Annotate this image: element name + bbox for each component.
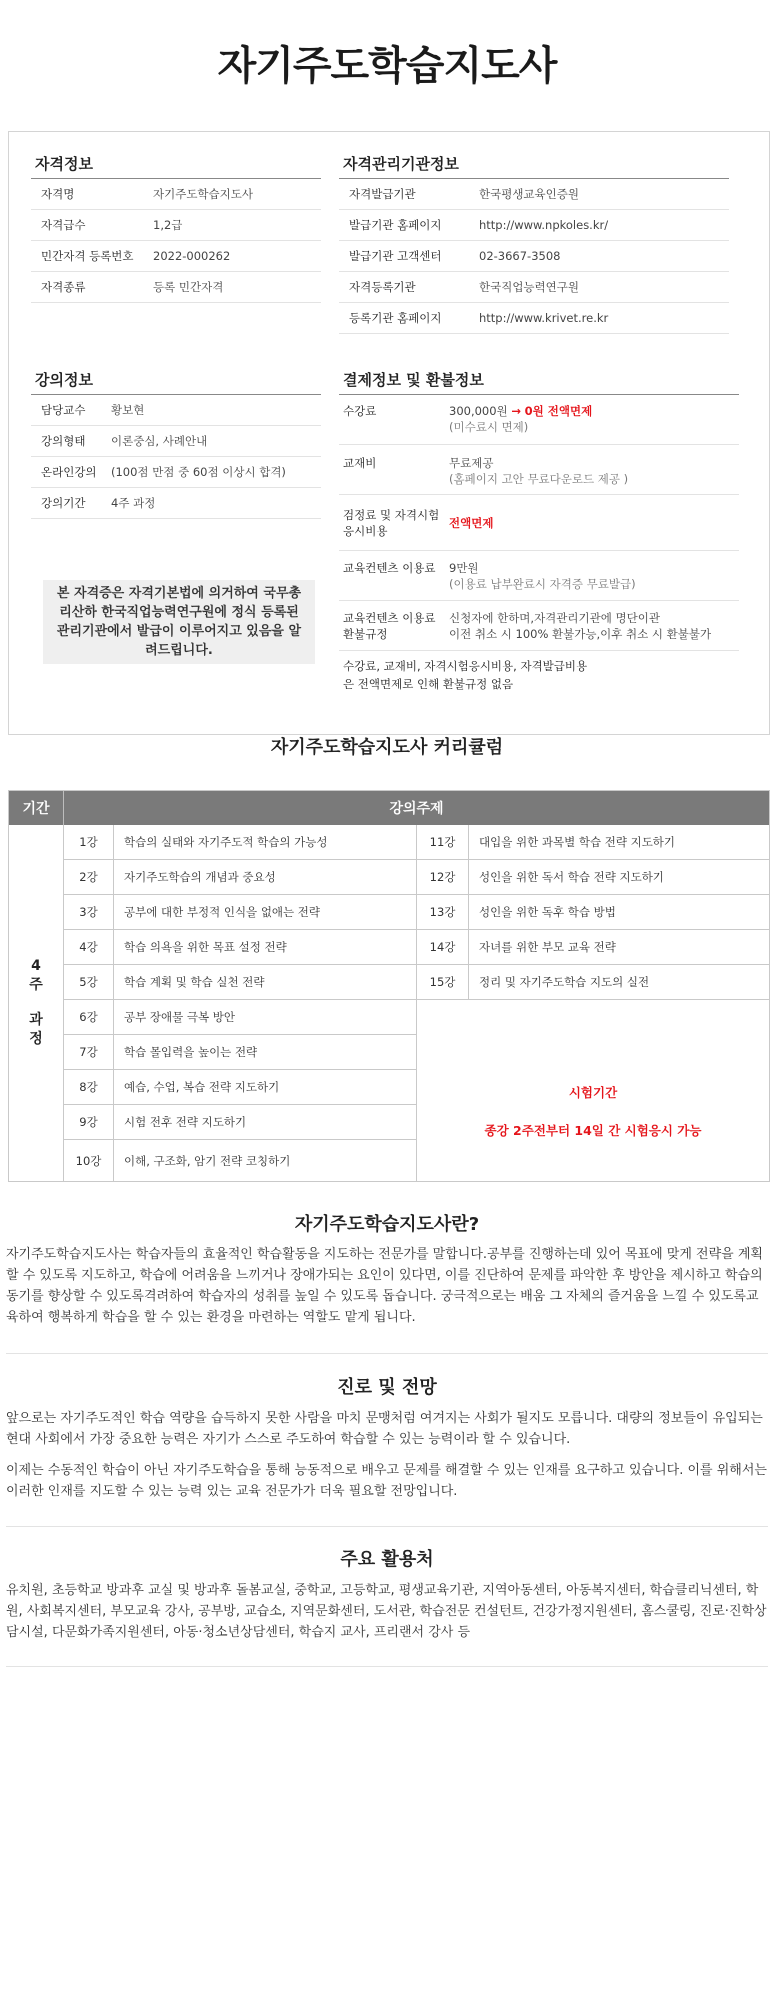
kv-value: 한국평생교육인증원 — [479, 187, 579, 201]
curriculum-table — [8, 790, 770, 1182]
page-title: 자기주도학습지도사 — [217, 43, 557, 89]
about-title: 자기주도학습지도사란? — [294, 1214, 480, 1235]
info-box — [8, 131, 770, 735]
kv-value: 02-3667-3508 — [479, 249, 561, 263]
lecture-num: 15강 — [417, 965, 469, 1000]
material-sub: (홈페이지 고안 무료다운로드 제공 ) — [449, 472, 629, 486]
kv-key: 발급기관 고객센터 — [349, 249, 442, 263]
payment-heading: 결제정보 및 환불정보 — [339, 365, 739, 395]
tuition-key: 수강료 — [343, 404, 377, 418]
lecture-num: 12강 — [417, 860, 469, 895]
agency-block — [339, 149, 729, 334]
exam-title: 시험기간 — [568, 1085, 618, 1100]
kv-key: 강의기간 — [41, 496, 86, 510]
lecture-num: 11강 — [417, 825, 469, 860]
refund-val-2: 이전 취소 시 100% 환불가능,이후 취소 시 환불불가 — [449, 627, 712, 641]
career-title: 진로 및 전망 — [337, 1377, 437, 1398]
lecture-num: 14강 — [417, 930, 469, 965]
kv-value: 자기주도학습지도사 — [153, 187, 253, 201]
lecture-topic: 성인을 위한 독서 학습 전략 지도하기 — [469, 860, 769, 895]
lecture-topic: 성인을 위한 독후 학습 방법 — [469, 895, 769, 930]
material-val: 무료제공 — [449, 456, 494, 470]
tuition-row — [339, 395, 739, 445]
lecture-num: 5강 — [64, 965, 114, 1000]
exam-fee-key: 검정료 및 자격시험 응시비용 — [343, 507, 440, 538]
header-topic: 강의주제 — [64, 791, 769, 825]
kv-key: 발급기관 홈페이지 — [349, 218, 442, 232]
kv-value: 한국직업능력연구원 — [479, 280, 579, 294]
exam-desc: 종강 2주전부터 14일 간 시험응시 가능 — [484, 1123, 702, 1138]
notice-box: 본 자격증은 자격기본법에 의거하여 국무총리산하 한국직업능력연구원에 정식 등록된 관리기관에서 발급이 이루어지고 있음을 알려드립니다. — [43, 580, 315, 664]
lecture-num: 13강 — [417, 895, 469, 930]
lecture-num: 10강 — [64, 1140, 114, 1181]
agency-heading: 자격관리기관정보 — [339, 149, 729, 179]
kv-value: 등록 민간자격 — [153, 280, 224, 294]
lecture-num: 7강 — [64, 1035, 114, 1070]
lecture-topic: 시험 전후 전략 지도하기 — [114, 1105, 417, 1140]
qualification-row — [31, 210, 321, 241]
kv-key: 자격종류 — [41, 280, 86, 294]
kv-key: 온라인강의 — [41, 465, 97, 479]
lecture-num: 4강 — [64, 930, 114, 965]
refund-key: 교육컨텐츠 이용료 환불규정 — [343, 611, 436, 641]
exam-fee-row — [339, 495, 739, 551]
kv-key: 자격발급기관 — [349, 187, 416, 201]
lecture-num: 1강 — [64, 825, 114, 860]
lecture-topic: 정리 및 자기주도학습 지도의 실전 — [469, 965, 769, 1000]
lecture-row — [31, 488, 321, 519]
period-line: 과 — [29, 1012, 43, 1028]
divider — [6, 1353, 768, 1354]
qualification-row — [31, 272, 321, 303]
period-cell — [9, 825, 64, 1181]
refund-val-1: 신청자에 한하며,자격관리기관에 명단이관 — [449, 611, 660, 625]
agency-row — [339, 303, 729, 334]
lecture-topic: 자녀를 위한 부모 교육 전략 — [469, 930, 769, 965]
lecture-num: 8강 — [64, 1070, 114, 1105]
kv-key: 민간자격 등록번호 — [41, 249, 134, 263]
kv-key: 자격급수 — [41, 218, 86, 232]
tuition-sub: (미수료시 면제) — [449, 420, 529, 434]
usage-text: 유치원, 초등학교 방과후 교실 및 방과후 돌봄교실, 중학교, 고등학교, 평생교육기관, 지역아동센터, 아동복지센터, 학습클리닉센터, 학원, 사회복지센터, 부모교육 강사, 공부방, 교습소, 지역문화센터, 도서관, 학습전문 컨설턴트, 건강가정지원센터, 홈스쿨링, 진로·진학상담시설, 다문화가족지원센터, 아동·청소년상담센터, 학습지 교사, 프리랜서 강사 등 — [6, 1583, 767, 1640]
curriculum-title: 자기주도학습지도사 커리큘럼 — [270, 737, 504, 758]
registry-link[interactable]: http://www.krivet.re.kr — [479, 311, 609, 325]
qualification-block — [31, 149, 321, 303]
lecture-num: 2강 — [64, 860, 114, 895]
lecture-num: 6강 — [64, 1000, 114, 1035]
lecture-topic: 예습, 수업, 복습 전략 지도하기 — [114, 1070, 417, 1105]
lecture-topic: 학습 계획 및 학습 실천 전략 — [114, 965, 417, 1000]
kv-value: 1,2급 — [153, 218, 183, 232]
lecture-num: 9강 — [64, 1105, 114, 1140]
material-row — [339, 445, 739, 495]
lecture-num: 3강 — [64, 895, 114, 930]
tuition-price: 300,000원 — [449, 404, 508, 418]
qualification-heading: 자격정보 — [31, 149, 321, 179]
kv-key: 자격등록기관 — [349, 280, 416, 294]
agency-row — [339, 272, 729, 303]
kv-value: 4주 과정 — [111, 496, 156, 510]
exam-fee-value: 전액면제 — [449, 515, 494, 530]
content-fee-key: 교육컨텐츠 이용료 — [343, 561, 436, 575]
qualification-row — [31, 179, 321, 210]
content-fee-value — [449, 560, 636, 600]
lecture-row — [31, 457, 321, 488]
kv-value: 2022-000262 — [153, 249, 231, 263]
about-text: 자기주도학습지도사는 학습자들의 효율적인 학습활동을 지도하는 전문가를 말합니다.공부를 진행하는데 있어 목표에 맞게 전략을 계획할 수 있도록 지도하고, 학습에 어려움을 느끼거나 장애가되는 요인이 있다면, 이를 진단하여 문제를 파악한 후 방안을 제시하고 학습의 동기를 향상할 수 있도록격려하여 학습자의 성취를 높일 수 있도록 돕습니다. 궁극적으로는 배움 그 자체의 즐거움을 느낄 수 있도록교육하여 행복하게 학습을 할 수 있는 환경을 마련하는 역할도 맡게 됩니다. — [6, 1247, 763, 1325]
agency-row — [339, 210, 729, 241]
lecture-block — [31, 365, 321, 519]
content-sub: (이용료 납부완료시 자격증 무료발급) — [449, 577, 636, 591]
lecture-topic: 학습의 실태와 자기주도적 학습의 가능성 — [114, 825, 417, 860]
usage-title: 주요 활용처 — [340, 1549, 434, 1570]
tuition-arrow: → — [511, 404, 521, 418]
lecture-topic: 공부 장애물 극복 방안 — [114, 1000, 417, 1035]
divider — [6, 1526, 768, 1527]
material-key: 교재비 — [343, 456, 377, 470]
lecture-topic: 공부에 대한 부정적 인식을 없애는 전략 — [114, 895, 417, 930]
kv-value: 이론중심, 사례안내 — [111, 434, 208, 448]
period-line: 주 — [29, 977, 43, 993]
kv-value: 황보현 — [111, 403, 145, 417]
kv-key: 강의형태 — [41, 434, 86, 448]
material-value — [449, 455, 628, 494]
content-fee-row — [339, 551, 739, 601]
qualification-row — [31, 241, 321, 272]
header-period: 기간 — [9, 791, 64, 825]
content-val: 9만원 — [449, 561, 479, 575]
payment-block — [339, 365, 739, 693]
lecture-topic: 이해, 구조화, 암기 전략 코칭하기 — [114, 1140, 417, 1181]
tuition-value — [449, 403, 592, 444]
lecture-row — [31, 395, 321, 426]
divider — [6, 1666, 768, 1667]
lecture-topic: 학습 의욕을 위한 목표 설정 전략 — [114, 930, 417, 965]
career-text-2: 이제는 수동적인 학습이 아닌 자기주도학습을 통해 능동적으로 배우고 문제를 해결할 수 있는 인재를 요구하고 있습니다. 이를 위해서는 이러한 인재를 지도할 수 있는 능력 있는 교육 전문가가 더욱 필요할 전망입니다. — [6, 1463, 767, 1499]
lecture-row — [31, 426, 321, 457]
agency-row — [339, 179, 729, 210]
refund-footnote: 수강료, 교재비, 자격시험응시비용, 자격발급비용은 전액면제로 인해 환불규정 없음 — [343, 659, 588, 691]
lecture-topic: 학습 몰입력을 높이는 전략 — [114, 1035, 417, 1070]
lecture-topic: 대입을 위한 과목별 학습 전략 지도하기 — [469, 825, 769, 860]
refund-value — [449, 610, 711, 650]
homepage-link[interactable]: http://www.npkoles.kr/ — [479, 218, 609, 232]
kv-key: 등록기관 홈페이지 — [349, 311, 442, 325]
period-line: 정 — [29, 1031, 43, 1047]
period-line: 4 — [31, 958, 41, 974]
kv-key: 자격명 — [41, 187, 75, 201]
kv-value: (100점 만점 중 60점 이상시 합격) — [111, 465, 286, 479]
exam-period-box — [417, 1041, 769, 1181]
career-text-1: 앞으로는 자기주도적인 학습 역량을 습득하지 못한 사람을 마치 문맹처럼 여겨지는 사회가 될지도 모릅니다. 대량의 정보들이 유입되는 현대 사회에서 가장 중요한 능력은 자기가 스스로 주도하여 학습할 수 있는 능력이라 할 수 있습니다. — [6, 1411, 763, 1447]
kv-key: 담당교수 — [41, 403, 86, 417]
lecture-topic: 자기주도학습의 개념과 중요성 — [114, 860, 417, 895]
tuition-free: 0원 전액면제 — [524, 404, 593, 418]
agency-row — [339, 241, 729, 272]
refund-row — [339, 601, 739, 651]
lecture-heading: 강의정보 — [31, 365, 321, 395]
